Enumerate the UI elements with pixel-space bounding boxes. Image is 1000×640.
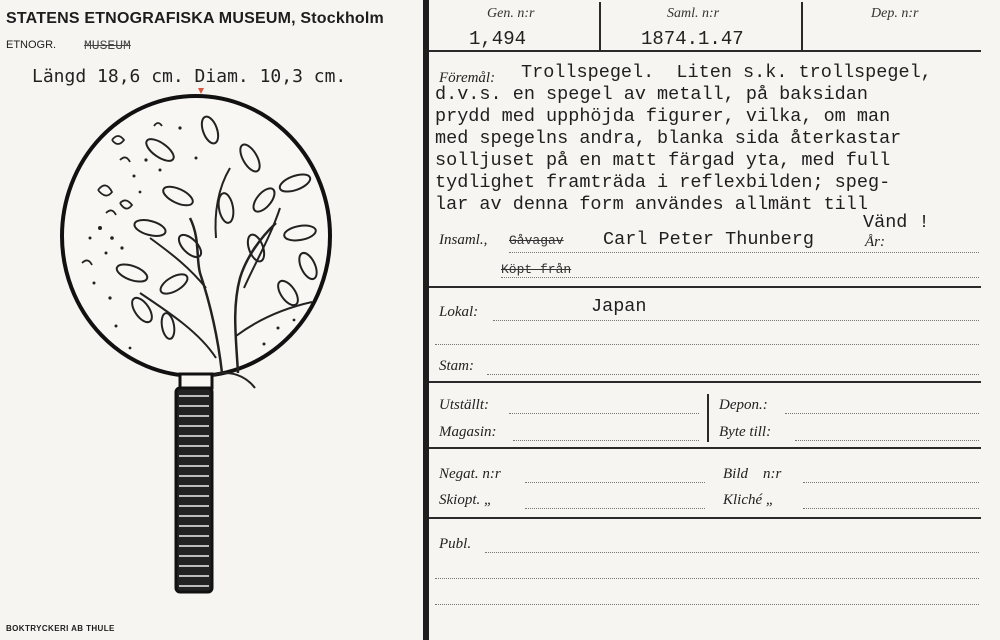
foremal-line-7: lar av denna form användes allmänt till (435, 194, 868, 215)
measurements: Längd 18,6 cm. Diam. 10,3 cm. (32, 66, 347, 87)
gen-label: Gen. n:r (487, 6, 535, 21)
foremal-line-5: solljuset på en matt färgad yta, med full (435, 150, 891, 171)
gen-value: 1,494 (469, 28, 527, 50)
gava-struck: Gåvagav (509, 233, 564, 248)
insaml-value: Carl Peter Thunberg (603, 229, 814, 250)
magasin-dotline (513, 440, 699, 441)
publ-label: Publ. (439, 536, 472, 552)
vand-note: Vänd ! (863, 212, 930, 233)
left-panel (0, 0, 425, 640)
rule-negat (429, 447, 981, 449)
lokal-dotline-2 (435, 344, 979, 345)
negat-label: Negat. n:r (439, 466, 501, 482)
rule-lokal (429, 286, 981, 288)
museum-heading: STATENS ETNOGRAFISKA MUSEUM, Stockholm (6, 10, 384, 27)
skiopt-label: Skiopt. „ (439, 492, 493, 508)
insaml-label: Insaml., (439, 232, 488, 248)
saml-value: 1874.1.47 (641, 28, 744, 50)
foremal-line-3: prydd med upphöjda figurer, vilka, om man (435, 106, 891, 127)
lokal-dotline (493, 320, 979, 321)
stam-label: Stam: (439, 358, 474, 374)
printer-imprint: BOKTRYCKERI AB THULE (6, 624, 115, 633)
saml-label: Saml. n:r (667, 6, 720, 21)
kopt-struck: Köpt från (501, 262, 572, 277)
ar-label: År: (865, 234, 885, 250)
rule-publ (429, 517, 981, 519)
kliche-dotline (803, 508, 979, 509)
insaml-dotline (509, 252, 979, 253)
foremal-line-2: d.v.s. en spegel av metall, på baksidan (435, 84, 868, 105)
right-panel (429, 0, 1000, 640)
kliche-label: Kliché „ (723, 492, 775, 508)
byte-dotline (795, 440, 979, 441)
lokal-label: Lokal: (439, 304, 479, 320)
struck-museum-text: MUSEUM (84, 38, 131, 53)
bild-dotline (803, 482, 979, 483)
lokal-value: Japan (591, 296, 647, 317)
header-divider-1 (599, 2, 601, 50)
publ-dotline-2 (435, 578, 979, 579)
publ-dotline-1 (485, 552, 979, 553)
kopt-dotline (501, 277, 979, 278)
foremal-line-6: tydlighet framträda i reflexbilden; speg- (435, 172, 891, 193)
utstallt-divider (707, 394, 709, 442)
utstallt-label: Utställt: (439, 397, 490, 413)
magasin-label: Magasin: (439, 424, 497, 440)
foremal-line-4: med spegelns andra, blanka sida återkastar (435, 128, 902, 149)
publ-dotline-3 (435, 604, 979, 605)
dep-label: Dep. n:r (871, 6, 919, 21)
depon-dotline (785, 413, 979, 414)
header-rule (429, 50, 981, 52)
byte-label: Byte till: (719, 424, 772, 440)
foremal-line-1: Trollspegel. Liten s.k. trollspegel, (521, 62, 932, 83)
foremal-label: Föremål: (439, 70, 496, 86)
bild-label: Bild n:r (723, 466, 782, 482)
negat-dotline (525, 482, 705, 483)
skiopt-dotline (525, 508, 705, 509)
header-divider-2 (801, 2, 803, 50)
utstallt-dotline (509, 413, 699, 414)
rule-utstallt (429, 381, 981, 383)
etnogr-label: ETNOGR. (6, 39, 57, 51)
depon-label: Depon.: (719, 397, 768, 413)
stam-dotline (487, 374, 979, 375)
mirror-drawing-icon (50, 88, 350, 608)
